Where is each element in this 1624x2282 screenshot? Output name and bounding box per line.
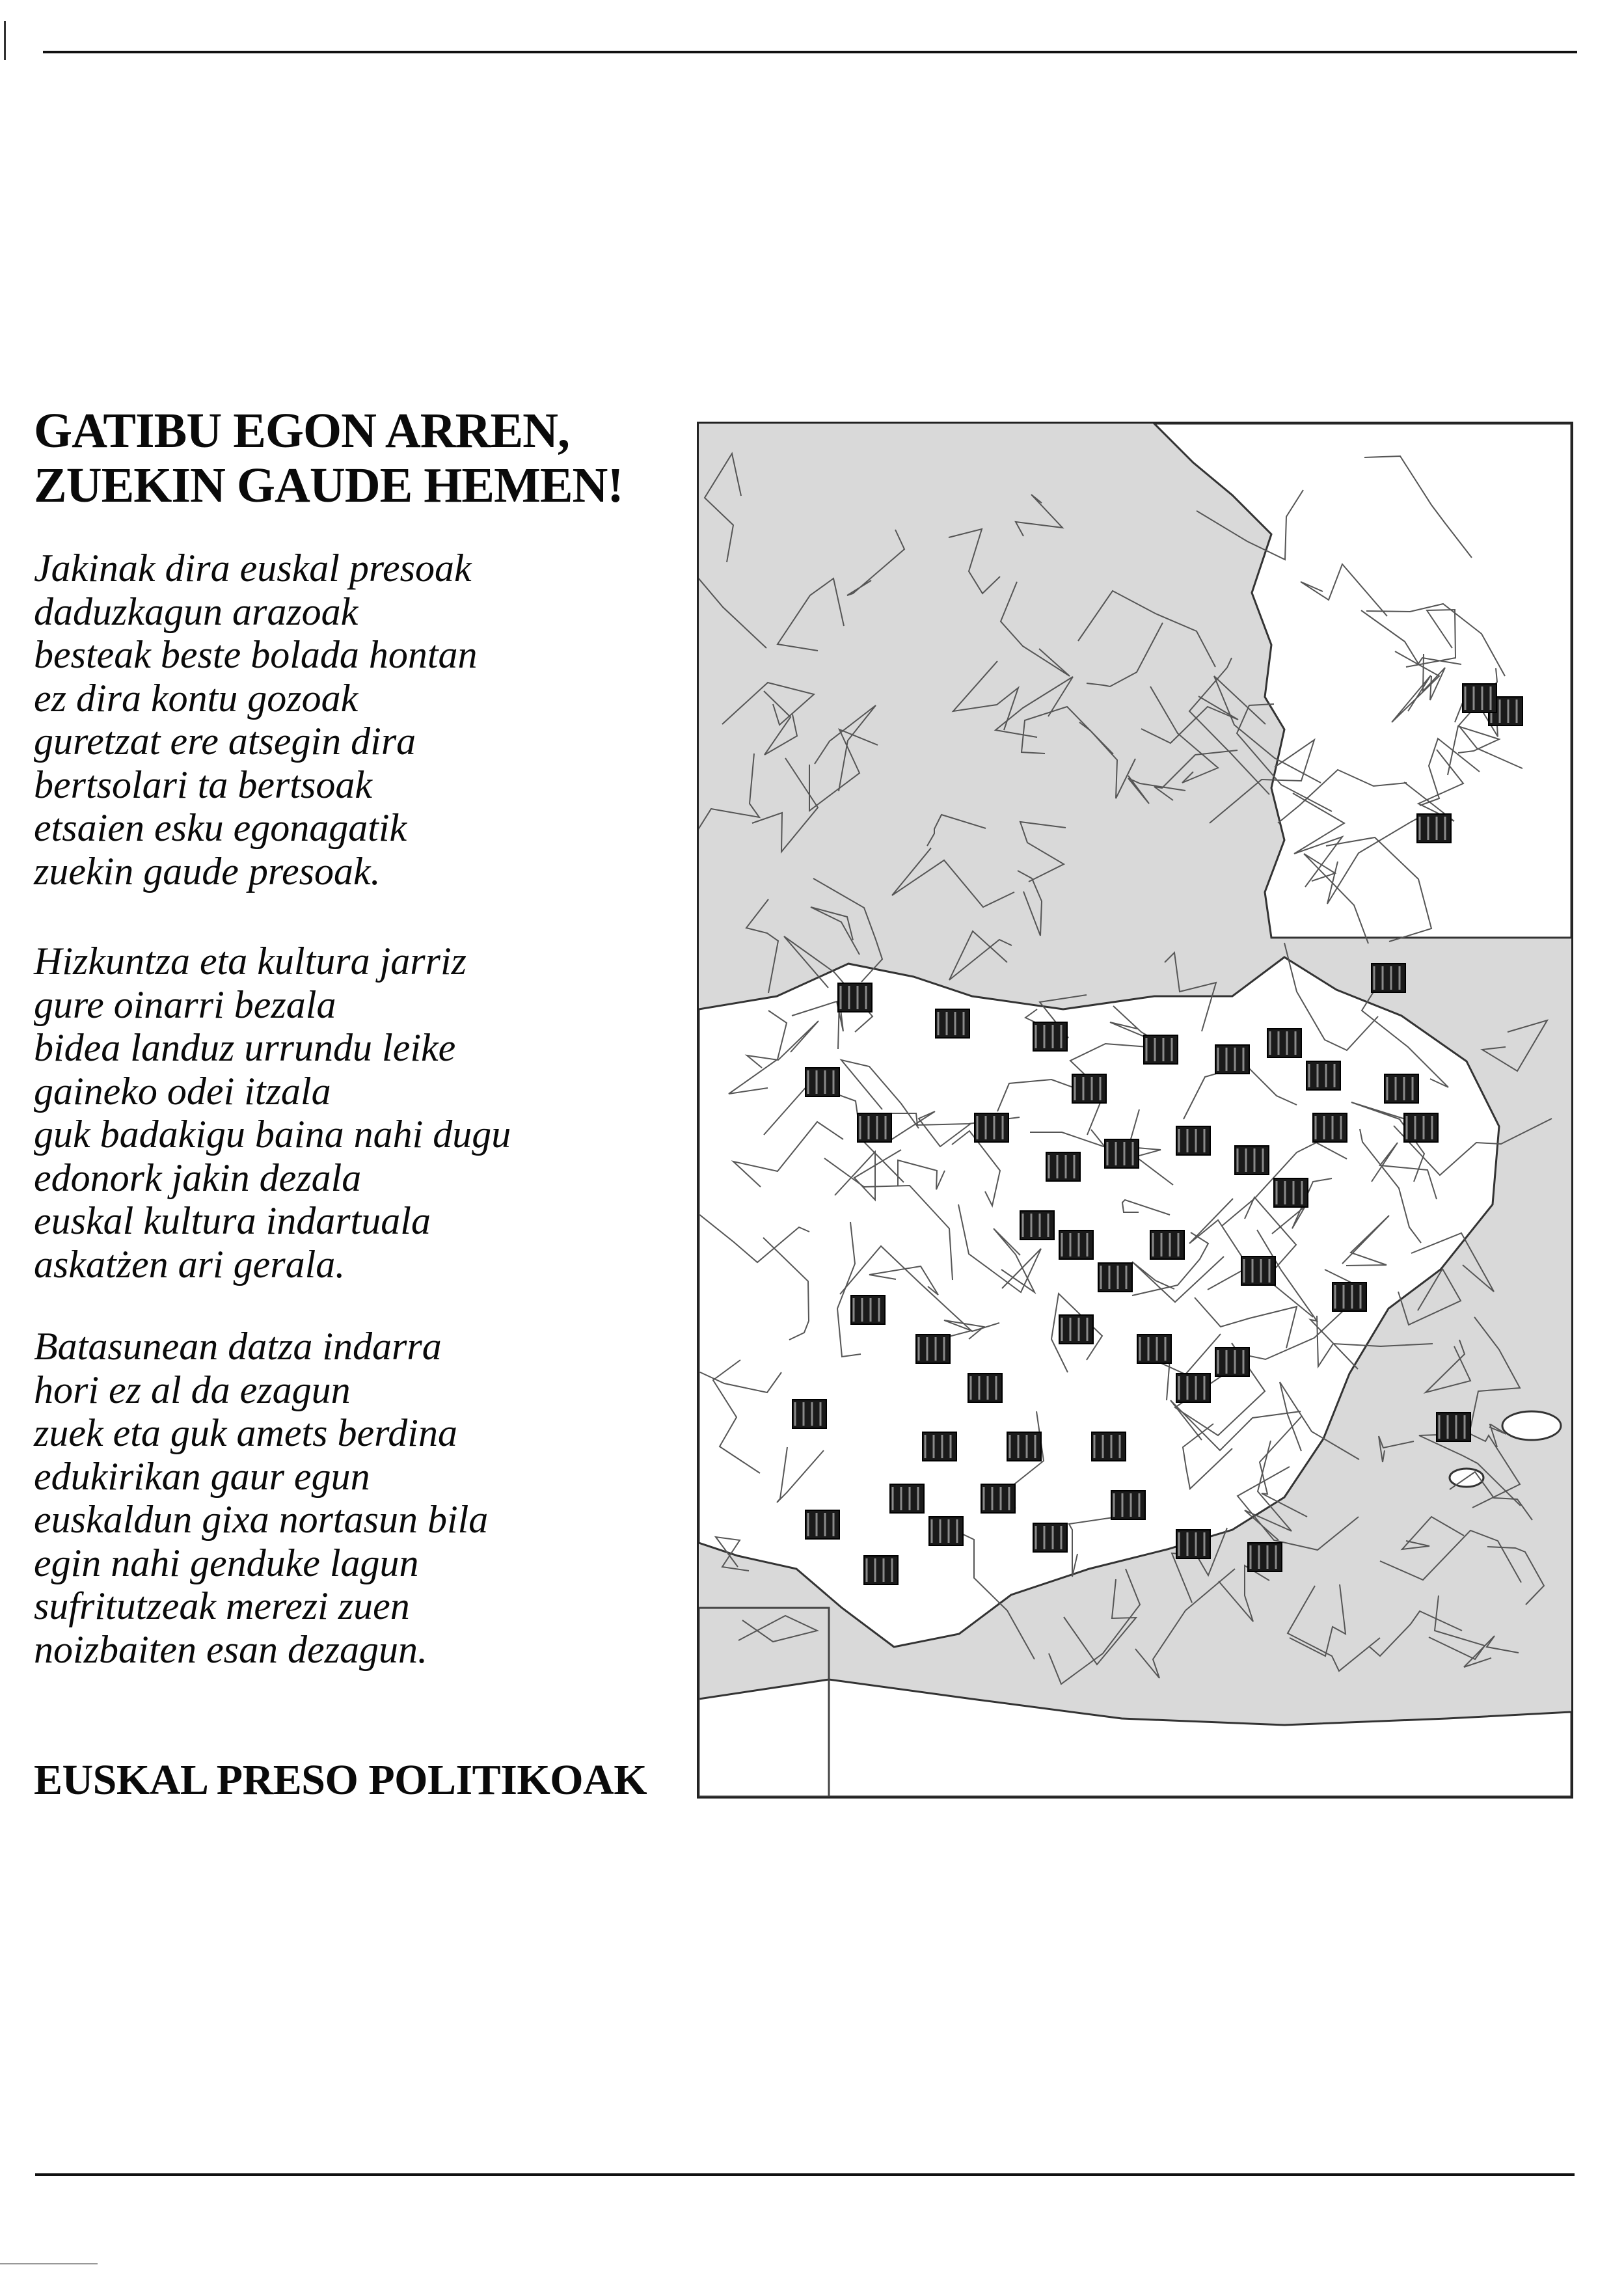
- prison-marker: [1417, 814, 1451, 843]
- poem-line: edonork jakin dezala: [34, 1156, 362, 1199]
- poem-line: ez dira kontu gozoak: [34, 676, 359, 720]
- prison-marker: [1235, 1146, 1269, 1175]
- prison-marker: [864, 1556, 898, 1584]
- poem-line: edukirikan gaur egun: [34, 1454, 370, 1498]
- prison-marker: [1215, 1045, 1249, 1074]
- prison-marker: [1248, 1543, 1282, 1571]
- prison-marker: [1241, 1256, 1275, 1285]
- prison-marker: [929, 1517, 963, 1545]
- poem-stanza-3: [34, 1325, 671, 1671]
- poem-line: euskaldun gixa nortasun bila: [34, 1498, 489, 1541]
- prison-marker: [1274, 1178, 1308, 1207]
- prison-marker: [1306, 1061, 1340, 1090]
- poem-line: bertsolari ta bertsoak: [34, 763, 372, 806]
- prison-marker: [1404, 1113, 1438, 1142]
- prison-marker: [1092, 1432, 1126, 1461]
- prison-marker: [1176, 1126, 1210, 1155]
- prison-marker: [1072, 1074, 1106, 1103]
- poem-line: askatżen ari gerala.: [34, 1242, 345, 1286]
- poem-line: gaineko odei itzala: [34, 1069, 331, 1113]
- prison-map-icon: [699, 424, 1571, 1797]
- poem-line: bidea landuz urrundu leike: [34, 1026, 456, 1069]
- poem-line: gure oinarri bezala: [34, 983, 336, 1026]
- poem-line: euskal kultura indartuala: [34, 1199, 431, 1242]
- prison-marker: [1385, 1074, 1418, 1103]
- prison-marker: [1111, 1491, 1145, 1519]
- poem-line: daduzkagun arazoak: [34, 590, 359, 633]
- prison-marker: [1372, 964, 1405, 992]
- poem-line: noizbaiten esan dezagun.: [34, 1627, 427, 1671]
- poem-line: sufritutzeak merezi zuen: [34, 1584, 410, 1627]
- prison-marker: [1046, 1152, 1080, 1181]
- prison-marker: [1059, 1230, 1093, 1259]
- poem-line: besteak beste bolada hontan: [34, 633, 478, 676]
- prison-marker: [916, 1335, 950, 1363]
- scan-artifact: [0, 2263, 98, 2264]
- prison-marker: [1033, 1523, 1067, 1552]
- prison-marker: [805, 1510, 839, 1539]
- poem-line: zuek eta guk amets berdina: [34, 1411, 457, 1454]
- heading-line-2: ZUEKIN GAUDE HEMEN!: [34, 458, 623, 513]
- prison-marker: [1215, 1348, 1249, 1376]
- prison-marker: [858, 1113, 891, 1142]
- prison-marker: [975, 1113, 1008, 1142]
- poem-line: Batasunean datza indarra: [34, 1325, 442, 1368]
- poem-line: zuekin gaude presoak.: [34, 849, 381, 893]
- poem-line: Jakinak dira euskal presoak: [34, 547, 472, 590]
- prison-marker: [1007, 1432, 1041, 1461]
- prison-marker: [1105, 1139, 1139, 1168]
- scan-edge-mark: [4, 21, 6, 60]
- prison-marker: [923, 1432, 956, 1461]
- prison-marker: [1463, 684, 1496, 713]
- prison-marker: [968, 1374, 1002, 1402]
- prison-marker: [851, 1296, 885, 1324]
- prison-marker: [1059, 1315, 1093, 1344]
- prison-marker: [805, 1068, 839, 1096]
- prison-marker: [936, 1009, 969, 1038]
- prison-marker: [1176, 1530, 1210, 1558]
- poem-line: hori ez al da ezagun: [34, 1368, 351, 1411]
- prison-marker: [1150, 1230, 1184, 1259]
- prison-marker: [981, 1484, 1015, 1513]
- poem-stanza-2: [34, 940, 671, 1286]
- prison-marker: [1020, 1211, 1054, 1240]
- prison-marker: [1176, 1374, 1210, 1402]
- signature: EUSKAL PRESO POLITIKOAK: [34, 1756, 647, 1804]
- heading-line-1: GATIBU EGON ARREN,: [34, 403, 570, 458]
- island: [1502, 1411, 1561, 1440]
- prison-marker: [890, 1484, 924, 1513]
- poem-line: egin nahi genduke lagun: [34, 1541, 419, 1584]
- poem-line: etsaien esku egonagatik: [34, 806, 407, 849]
- prison-marker: [1267, 1029, 1301, 1057]
- prison-marker: [838, 983, 872, 1012]
- prison-marker: [1033, 1022, 1067, 1051]
- prison-marker: [1137, 1335, 1171, 1363]
- prison-marker: [1144, 1035, 1178, 1064]
- page-heading: [34, 403, 671, 513]
- prison-map: [697, 422, 1573, 1799]
- top-rule: [43, 51, 1577, 53]
- bottom-rule: [35, 2173, 1575, 2176]
- poem-line: guk badakigu baina nahi dugu: [34, 1113, 511, 1156]
- prison-marker: [1098, 1263, 1132, 1292]
- prison-marker: [792, 1400, 826, 1428]
- prison-marker: [1333, 1283, 1366, 1311]
- poem-line: guretzat ere atsegin dira: [34, 720, 416, 763]
- prison-marker: [1313, 1113, 1347, 1142]
- prison-marker: [1437, 1413, 1470, 1441]
- poem-line: Hizkuntza eta kultura jarriz: [34, 940, 467, 983]
- poem-stanza-1: [34, 547, 671, 893]
